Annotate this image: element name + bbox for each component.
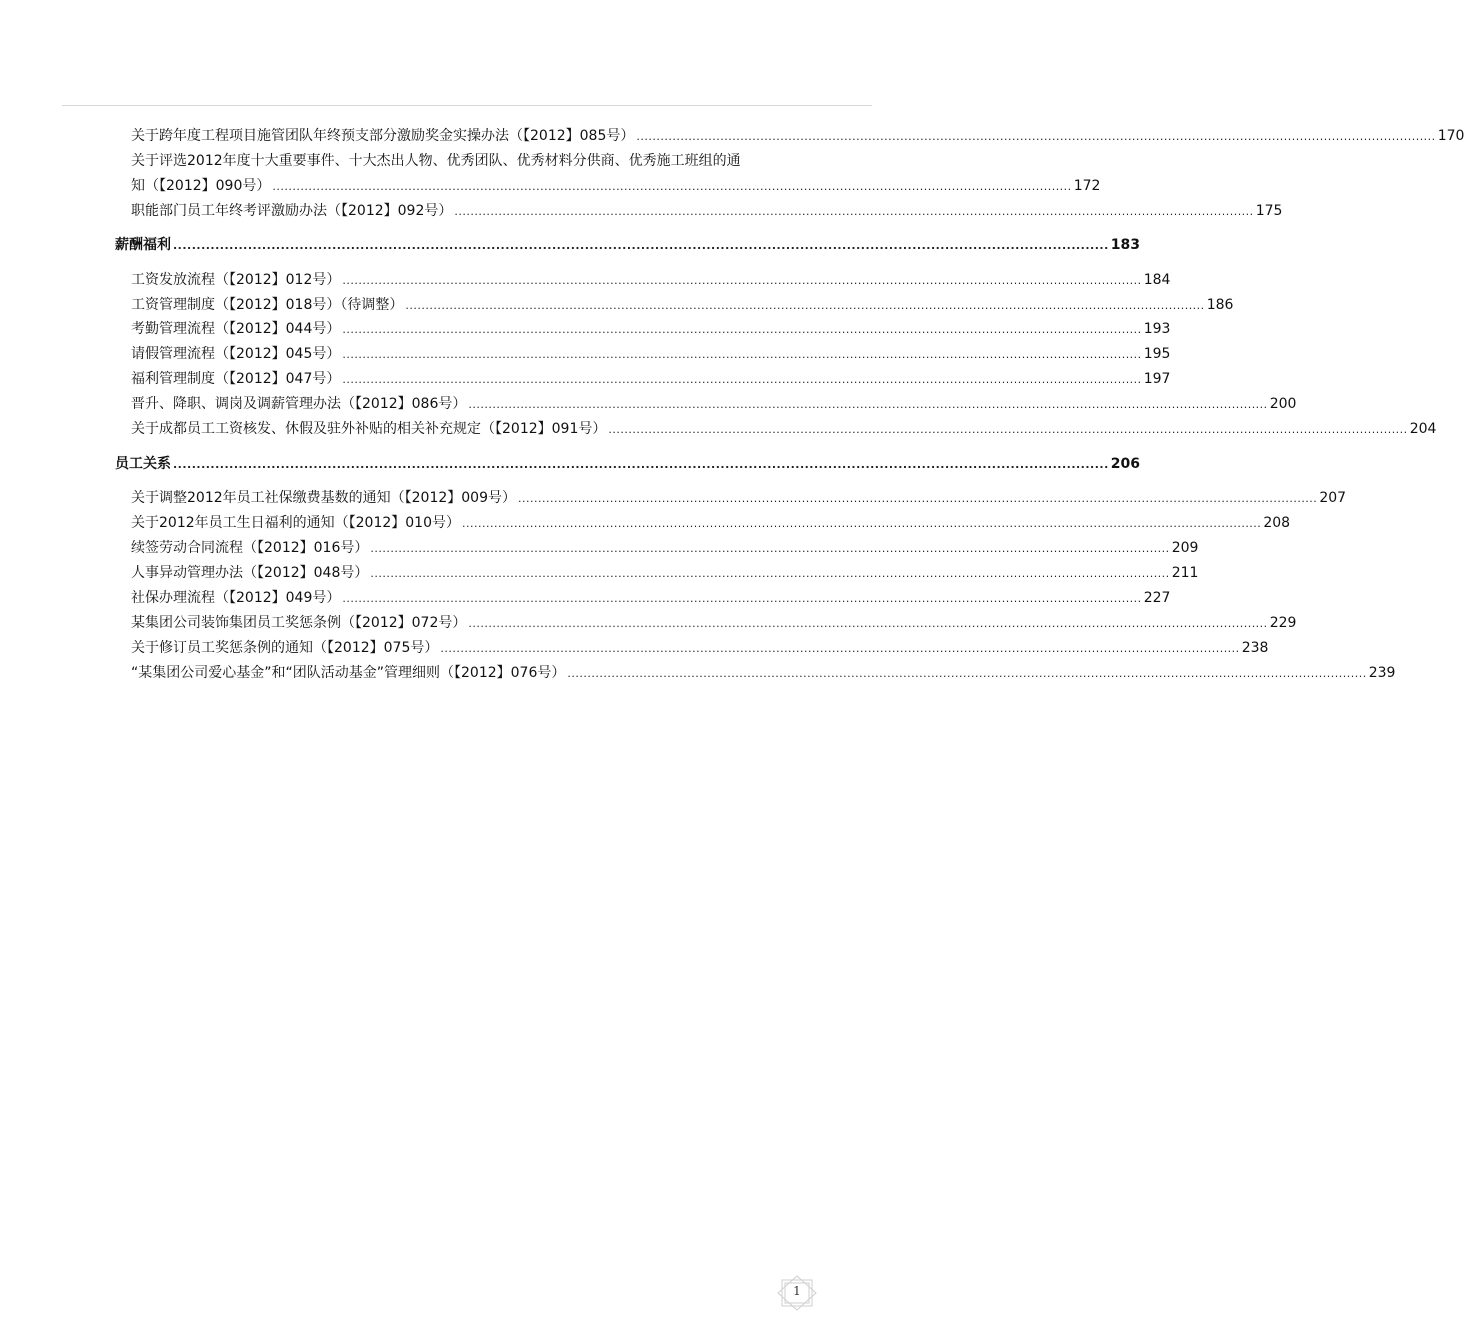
toc-entry-page: 207 <box>1319 490 1347 506</box>
leader-dots: ........................................................................................................................................................................................................ <box>567 667 1367 680</box>
leader-dots: ........................................................................................................................................................................................................ <box>636 130 1436 143</box>
leader-dots: ........................................................................................................................................................................................................ <box>608 423 1408 436</box>
toc-entry-page: 227 <box>1143 590 1171 606</box>
toc-entry-page: 175 <box>1255 203 1283 219</box>
toc-entry[interactable] <box>131 177 1101 196</box>
toc-entry[interactable] <box>131 395 1297 414</box>
toc-entry-page: 209 <box>1171 540 1199 556</box>
leader-dots: ........................................................................................................................................................................................................ <box>468 617 1268 630</box>
toc-entry-page: 239 <box>1368 665 1396 681</box>
leader-dots: ........................................................................................................................................................................................................ <box>173 239 1109 252</box>
toc-section-salary[interactable] <box>115 236 1140 255</box>
toc-entry[interactable] <box>131 420 1437 439</box>
leader-dots: ........................................................................................................................................................................................................ <box>342 348 1142 361</box>
toc-section-relations[interactable] <box>115 455 1140 474</box>
toc-entry-title-line1[interactable]: 关于评选2012年度十大重要事件、十大杰出人物、优秀团队、优秀材料分供商、优秀施工班组的通 <box>131 153 741 169</box>
leader-dots: ........................................................................................................................................................................................................ <box>272 180 1072 193</box>
toc-entry[interactable] <box>131 345 1171 364</box>
toc-entry-title: 关于修订员工奖惩条例的通知（【2012】075号） <box>131 640 439 656</box>
leader-dots: ........................................................................................................................................................................................................ <box>517 492 1318 505</box>
header-rule <box>62 105 872 106</box>
page-number: 1 <box>793 1284 801 1298</box>
toc-entry-title: 晋升、降职、调岗及调薪管理办法（【2012】086号） <box>131 396 467 412</box>
leader-dots: ........................................................................................................................................................................................................ <box>370 567 1170 580</box>
toc-entry-page: 238 <box>1241 640 1269 656</box>
toc-entry[interactable] <box>131 514 1291 533</box>
leader-dots: ........................................................................................................................................................................................................ <box>454 205 1254 218</box>
toc-entry[interactable] <box>131 664 1396 683</box>
toc-entry-title: 社保办理流程（【2012】049号） <box>131 590 341 606</box>
toc-entry[interactable] <box>131 639 1269 658</box>
toc-entry-title: 工资管理制度（【2012】018号）（待调整） <box>131 297 404 313</box>
toc-entry-title: 某集团公司装饰集团员工奖惩条例（【2012】072号） <box>131 615 467 631</box>
toc-entry[interactable] <box>131 589 1171 608</box>
toc-entry-title: 人事异动管理办法（【2012】048号） <box>131 565 369 581</box>
toc-entry-page: 195 <box>1143 346 1171 362</box>
leader-dots: ........................................................................................................................................................................................................ <box>342 373 1142 386</box>
page-number-badge <box>776 1276 818 1310</box>
toc-entry[interactable] <box>131 489 1347 508</box>
leader-dots: ........................................................................................................................................................................................................ <box>370 542 1170 555</box>
toc-section-page: 206 <box>1110 456 1140 472</box>
toc-entry[interactable] <box>131 296 1234 315</box>
toc-entry-title: 请假管理流程（【2012】045号） <box>131 346 341 362</box>
leader-dots: ........................................................................................................................................................................................................ <box>342 323 1142 336</box>
toc-entry[interactable] <box>131 614 1297 633</box>
leader-dots: ........................................................................................................................................................................................................ <box>342 274 1142 287</box>
toc-entry-page: 193 <box>1143 321 1171 337</box>
leader-dots: ........................................................................................................................................................................................................ <box>468 398 1268 411</box>
toc-entry-page: 211 <box>1171 565 1199 581</box>
toc-entry-title: “某集团公司爱心基金”和“团队活动基金”管理细则（【2012】076号） <box>131 665 566 681</box>
toc-entry[interactable] <box>131 539 1199 558</box>
leader-dots: ........................................................................................................................................................................................................ <box>440 642 1240 655</box>
toc-entry-page: 204 <box>1409 421 1437 437</box>
toc-entry[interactable] <box>131 271 1171 290</box>
toc-entry[interactable] <box>131 320 1171 339</box>
toc-entry-title: 考勤管理流程（【2012】044号） <box>131 321 341 337</box>
toc-entry-page: 184 <box>1143 272 1171 288</box>
toc-entry[interactable] <box>131 370 1171 389</box>
toc-entry[interactable] <box>131 127 1464 146</box>
toc-entry[interactable] <box>131 202 1283 221</box>
toc-entry-title: 职能部门员工年终考评激励办法（【2012】092号） <box>131 203 453 219</box>
toc-entry-title: 知（【2012】090号） <box>131 178 271 194</box>
toc-entry-title: 续签劳动合同流程（【2012】016号） <box>131 540 369 556</box>
toc-entry-page: 208 <box>1263 515 1291 531</box>
toc-entry-page: 172 <box>1073 178 1101 194</box>
leader-dots: ........................................................................................................................................................................................................ <box>173 458 1109 471</box>
toc-section-title: 薪酬福利 <box>115 237 171 253</box>
toc-section-title: 员工关系 <box>115 456 171 472</box>
toc-entry-page: 197 <box>1143 371 1171 387</box>
toc-entry-page: 170 <box>1437 128 1464 144</box>
toc-entry-title: 关于跨年度工程项目施管团队年终预支部分激励奖金实操办法（【2012】085号） <box>131 128 635 144</box>
toc-entry-title: 福利管理制度（【2012】047号） <box>131 371 341 387</box>
leader-dots: ........................................................................................................................................................................................................ <box>405 299 1205 312</box>
toc-entry-page: 200 <box>1269 396 1297 412</box>
leader-dots: ........................................................................................................................................................................................................ <box>461 517 1262 530</box>
toc-entry-title: 关于2012年员工生日福利的通知（【2012】010号） <box>131 515 460 531</box>
toc-entry-page: 186 <box>1206 297 1234 313</box>
toc-entry-title: 工资发放流程（【2012】012号） <box>131 272 341 288</box>
leader-dots: ........................................................................................................................................................................................................ <box>342 592 1142 605</box>
toc-section-page: 183 <box>1110 237 1140 253</box>
toc-entry-page: 229 <box>1269 615 1297 631</box>
toc-entry-title: 关于调整2012年员工社保缴费基数的通知（【2012】009号） <box>131 490 516 506</box>
toc-entry[interactable] <box>131 564 1199 583</box>
toc-entry-title: 关于成都员工工资核发、休假及驻外补贴的相关补充规定（【2012】091号） <box>131 421 607 437</box>
